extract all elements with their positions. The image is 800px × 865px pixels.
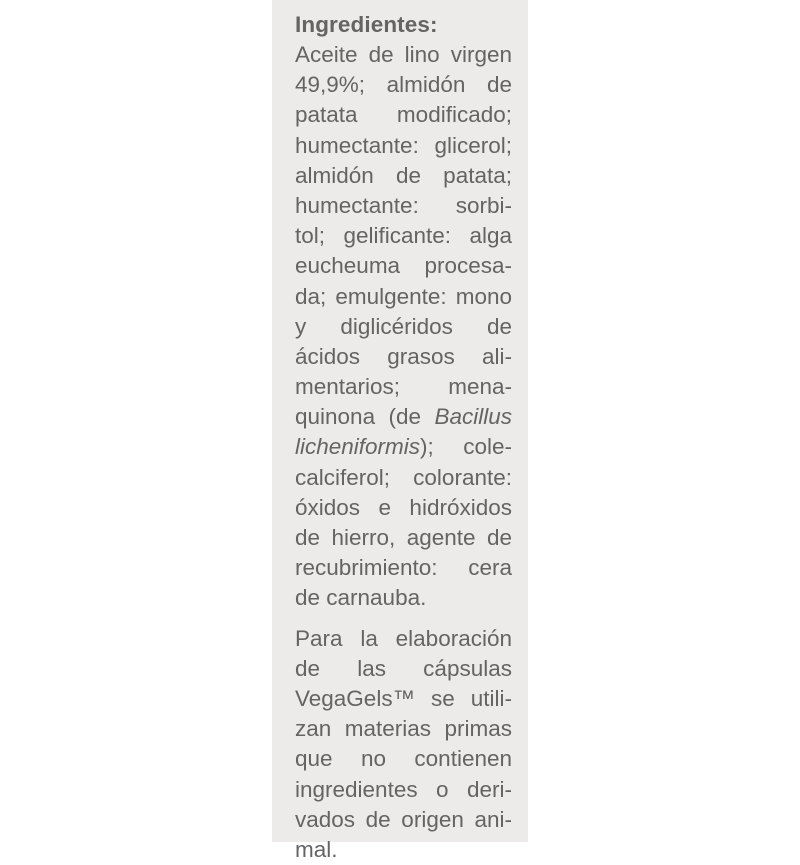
note-line: de las cápsulas [295, 655, 512, 681]
ingredients-line: óxidos e hidróxidos [295, 494, 512, 520]
ingredients-text [295, 40, 512, 614]
ingredients-line: da; emulgente: mono [295, 283, 512, 309]
vegagels-note [295, 624, 512, 865]
ingredients-line: ácidos grasos ali- [295, 343, 512, 369]
ingredients-label-panel [272, 0, 528, 862]
ingredients-line: calciferol; colorante: [295, 464, 512, 490]
note-line: mal. [295, 836, 338, 862]
ingredients-line: humectante: sorbi- [295, 192, 512, 218]
note-line: que no contienen [295, 746, 512, 772]
ingredients-line-italic-genus: quinona (de Bacillus [295, 404, 512, 430]
ingredients-line: almidón de patata; [295, 162, 512, 188]
ingredients-line: recubrimiento: cera [295, 555, 512, 581]
ingredients-line: de carnauba. [295, 585, 427, 611]
note-line: vados de origen ani- [295, 806, 512, 832]
ingredients-line: tol; gelificante: alga [295, 223, 512, 249]
ingredients-line: mentarios; mena- [295, 374, 512, 400]
ingredients-line: eucheuma procesa- [295, 253, 512, 279]
ingredients-line: Aceite de lino virgen [295, 42, 512, 67]
ingredients-line: 49,9%; almidón de [295, 72, 512, 98]
note-line: zan materias primas [295, 716, 512, 742]
ingredients-line-italic-species: licheniformis); cole- [295, 434, 512, 460]
scientific-name: Bacillus [434, 404, 512, 430]
note-line: VegaGels™ se utili- [295, 685, 512, 711]
scientific-name: licheniformis [295, 434, 421, 460]
ingredients-line: de hierro, agente de [295, 525, 512, 550]
ingredients-heading: Ingredientes: [295, 12, 438, 37]
ingredients-line: patata modificado; [295, 102, 512, 128]
note-line: ingredientes o deri- [295, 776, 512, 802]
paragraph-gap [295, 614, 512, 624]
ingredients-line: y diglicéridos de [295, 313, 512, 339]
ingredients-line: humectante: glicerol; [295, 132, 512, 158]
note-line: Para la elaboración [295, 625, 512, 651]
